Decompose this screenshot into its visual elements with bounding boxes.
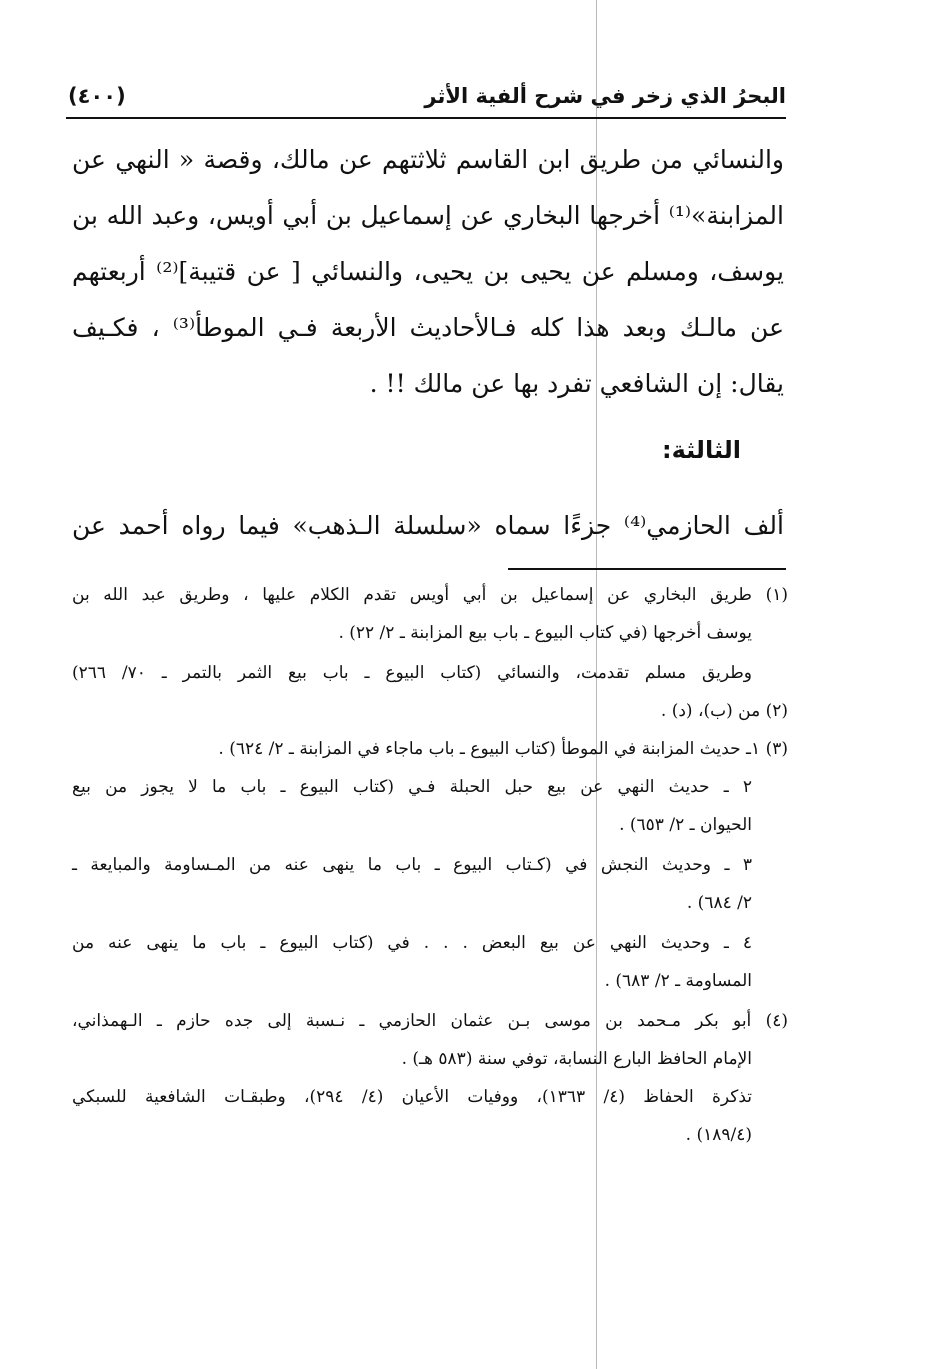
footnote-line: ٢/ ٦٨٤) .	[686, 893, 752, 913]
footnote-line: تذكرة الحفاظ (٤/ ١٣٦٣)، ووفيات الأعيان (٤/ ٢٩٤)، وطبقـات الشافعية للسبكي	[72, 1087, 753, 1107]
footnote-line: (١) طريق البخاري عن إسماعيل بن أبي أويس تقدم الكلام عليها ، وطريق عبد الله بن	[72, 585, 788, 605]
footnote-line: وطريق مسلم تقدمت، والنسائي (كتاب البيوع ـ باب بيع الثمر بالتمر ـ ٧٠/ ٢٦٦)	[72, 663, 752, 683]
footnote-line: الإمام الحافظ البارع النسابة، توفي سنة (٥٨٣ هـ) .	[401, 1049, 752, 1069]
footnote-line: (٣) ١ـ حديث المزابنة في الموطأ (كتاب البيوع ـ باب ماجاء في المزابنة ـ ٢/ ٦٢٤) .	[218, 739, 788, 759]
body-line: ألف الحازمي⁽⁴⁾ جزءًا سماه «سلسلة الـذهب» فيما رواه أحمد عن	[72, 511, 784, 540]
body-line: والنسائي من طريق ابن القاسم ثلاثتهم عن مالك، وقصة « النهي عن	[72, 145, 784, 174]
body-line: عن مالـك وبعد هذا كله فـالأحاديث الأربعة فـي الموطأ⁽³⁾ ، فكـيف	[72, 313, 784, 342]
footnote-line: (٤) أبو بكر مـحمد بن موسى بـن عثمان الحازمي ـ نـسبة إلى جده حازم ـ الـهمذاني،	[72, 1011, 788, 1031]
footnote-line: (٢) من (ب)، (د) .	[660, 701, 788, 721]
footnote-line: ٣ ـ وحديث النجش في (كـتاب البيوع ـ باب ما ينهى عنه من المـساومة والمبايعة ـ	[72, 855, 752, 875]
footnote-line: المساومة ـ ٢/ ٦٨٣) .	[604, 971, 752, 991]
header-title: البحرُ الذي زخر في شرح ألفية الأثر	[424, 84, 786, 108]
body-line: يقال: إن الشافعي تفرد بها عن مالك !! .	[369, 369, 784, 398]
footnote-line: الحيوان ـ ٢/ ٦٥٣) .	[619, 815, 752, 835]
footnote-line: (١٨٩/٤) .	[685, 1125, 752, 1145]
body-line: المزابنة»⁽¹⁾ أخرجها البخاري عن إسماعيل بن أبي أويس، وعبد الله بن	[72, 201, 784, 230]
footnotes	[72, 576, 788, 1154]
header-rule	[66, 117, 786, 119]
page-number: (٤٠٠)	[68, 84, 126, 108]
footnote-line: ٤ ـ وحديث النهي عن بيع البعض . . . في (كتاب البيوع ـ باب ما ينهى عنه من	[72, 933, 752, 953]
footnote-separator	[508, 568, 786, 570]
section-heading: الثالثة:	[661, 436, 741, 464]
running-header	[68, 78, 786, 114]
footnote-line: ٢ ـ حديث النهي عن بيع حبل الحبلة فـي (كتاب البيوع ـ باب ما لا يجوز من بيع	[72, 777, 752, 797]
main-paragraph	[72, 132, 784, 412]
second-paragraph	[72, 498, 784, 554]
body-line: يوسف، ومسلم عن يحيى بن يحيى، والنسائي [ عن قتيبة]⁽²⁾ أربعتهم	[72, 257, 784, 286]
footnote-line: يوسف أخرجها (في كتاب البيوع ـ باب بيع المزابنة ـ ٢/ ٢٢) .	[338, 623, 752, 643]
